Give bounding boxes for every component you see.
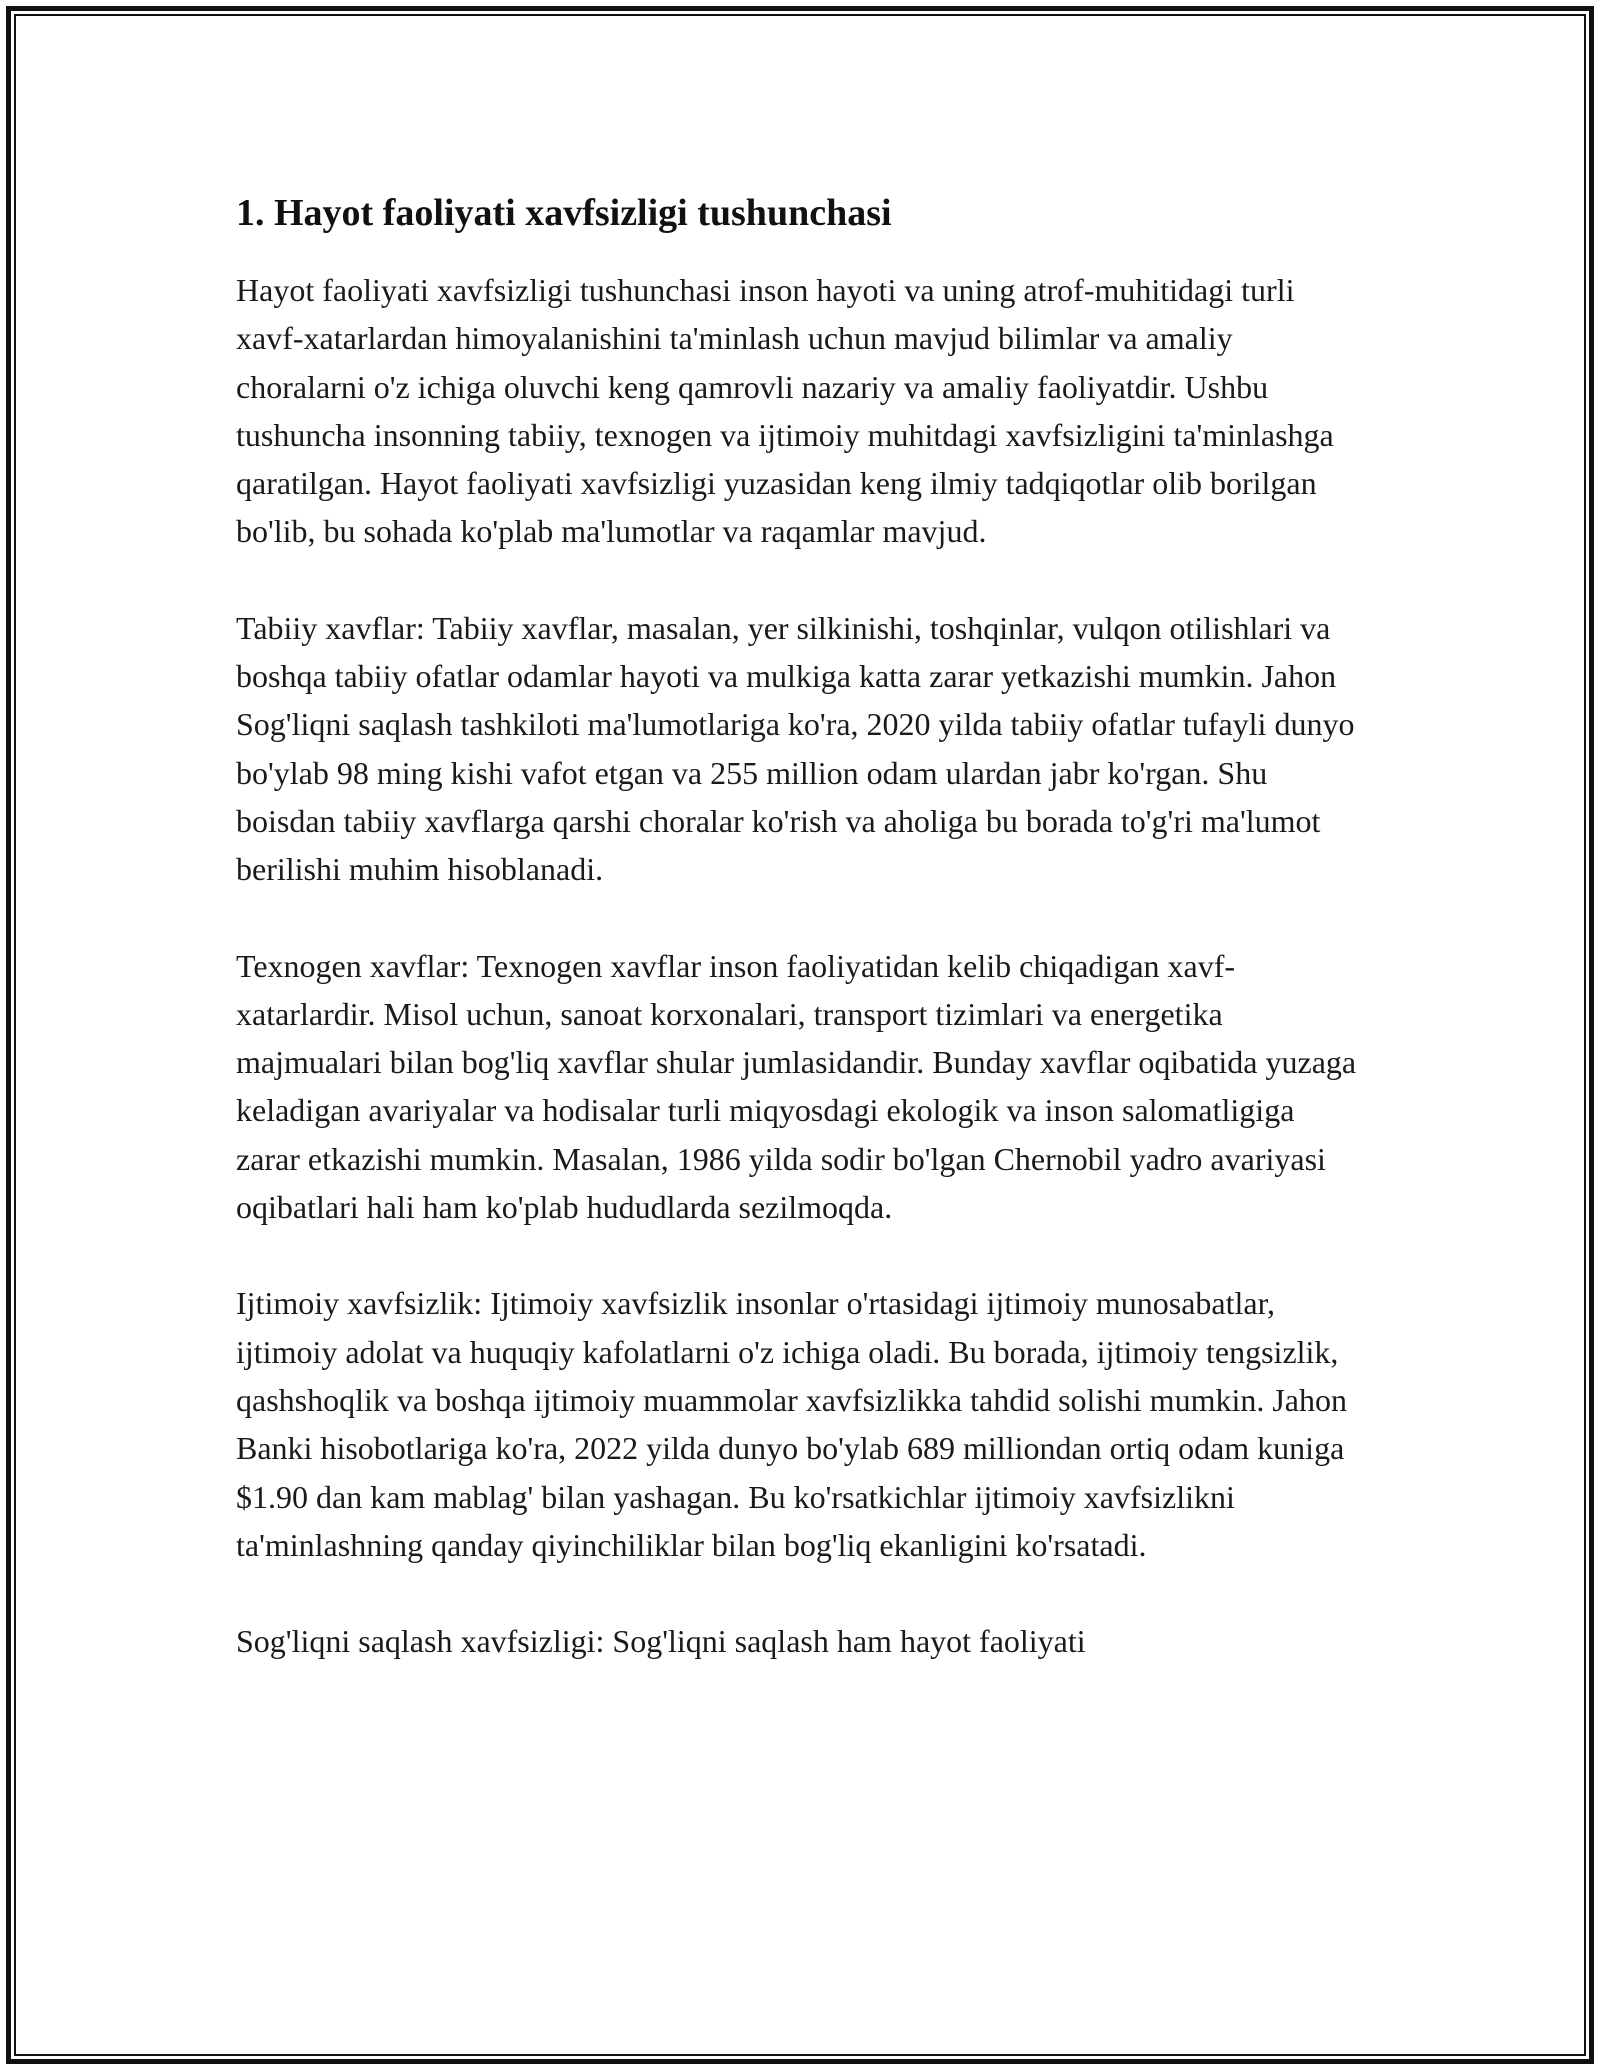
- paragraph-health-security: Sog'liqni saqlash xavfsizligi: Sog'liqni saqlash ham hayot faoliyati: [236, 1623, 1086, 1660]
- paragraph-social-security: Ijtimoiy xavfsizlik: Ijtimoiy xavfsizlik insonlar o'rtasidagi ijtimoiy munosabatlar, ijtimoiy adolat va huquqiy kafolatlarni o'z ichiga oladi. Bu borada, ijtimoiy tengsizlik, qashshoqlik va boshqa ijtimoiy muammolar xavfsizlikka tahdid solishi mumkin. Jahon Banki hisobotlariga ko'ra, 2022 yilda dunyo bo'ylab 689 milliondan ortiq odam kuniga $1.90 dan kam mablag' bilan yashagan. Bu ko'rsatkichlar ijtimoiy xavfsizlikni ta'minlashning qanday qiyinchiliklar bilan bog'liq ekanligini ko'rsatadi.: [236, 1285, 1347, 1563]
- paragraph-intro: Hayot faoliyati xavfsizligi tushunchasi inson hayoti va uning atrof-muhitidagi turli xavf-xatarlardan himoyalanishini ta'minlash uchun mavjud bilimlar va amaliy choralarni o'z ichiga oluvchi keng qamrovli nazariy va amaliy faoliyatdir. Ushbu tushuncha insonning tabiiy, texnogen va ijtimoiy muhitdagi xavfsizligini ta'minlashga qaratilgan. Hayot faoliyati xavfsizligi yuzasidan keng ilmiy tadqiqotlar olib borilgan bo'lib, bu sohada ko'plab ma'lumotlar va raqamlar mavjud.: [236, 272, 1334, 550]
- document-body: [236, 186, 1366, 1713]
- paragraph-natural-hazards: Tabiiy xavflar: Tabiiy xavflar, masalan, yer silkinishi, toshqinlar, vulqon otilishlari va boshqa tabiiy ofatlar odamlar hayoti va mulkiga katta zarar yetkazishi mumkin. Jahon Sog'liqni saqlash tashkiloti ma'lumotlariga ko'ra, 2020 yilda tabiiy ofatlar tufayli dunyo bo'ylab 98 ming kishi vafot etgan va 255 million odam ulardan jabr ko'rgan. Shu boisdan tabiiy xavflarga qarshi choralar ko'rish va aholiga bu borada to'g'ri ma'lumot berilishi muhim hisoblanadi.: [236, 609, 1355, 888]
- paragraph-technogenic-hazards: Texnogen xavflar: Texnogen xavflar inson faoliyatidan kelib chiqadigan xavf-xatarlardir. Misol uchun, sanoat korxonalari, transport tizimlari va energetika majmualari bilan bog'liq xavflar shular jumlasidandir. Bunday xavflar oqibatida yuzaga keladigan avariyalar va hodisalar turli miqyosdagi ekologik va inson salomatligiga zarar etkazishi mumkin. Masalan, 1986 yilda sodir bo'lgan Chernobil yadro avariyasi oqibatlari hali ham ko'plab hududlarda sezilmoqda.: [236, 947, 1357, 1226]
- section-heading: 1. Hayot faoliyati xavfsizligi tushunchasi: [236, 192, 892, 234]
